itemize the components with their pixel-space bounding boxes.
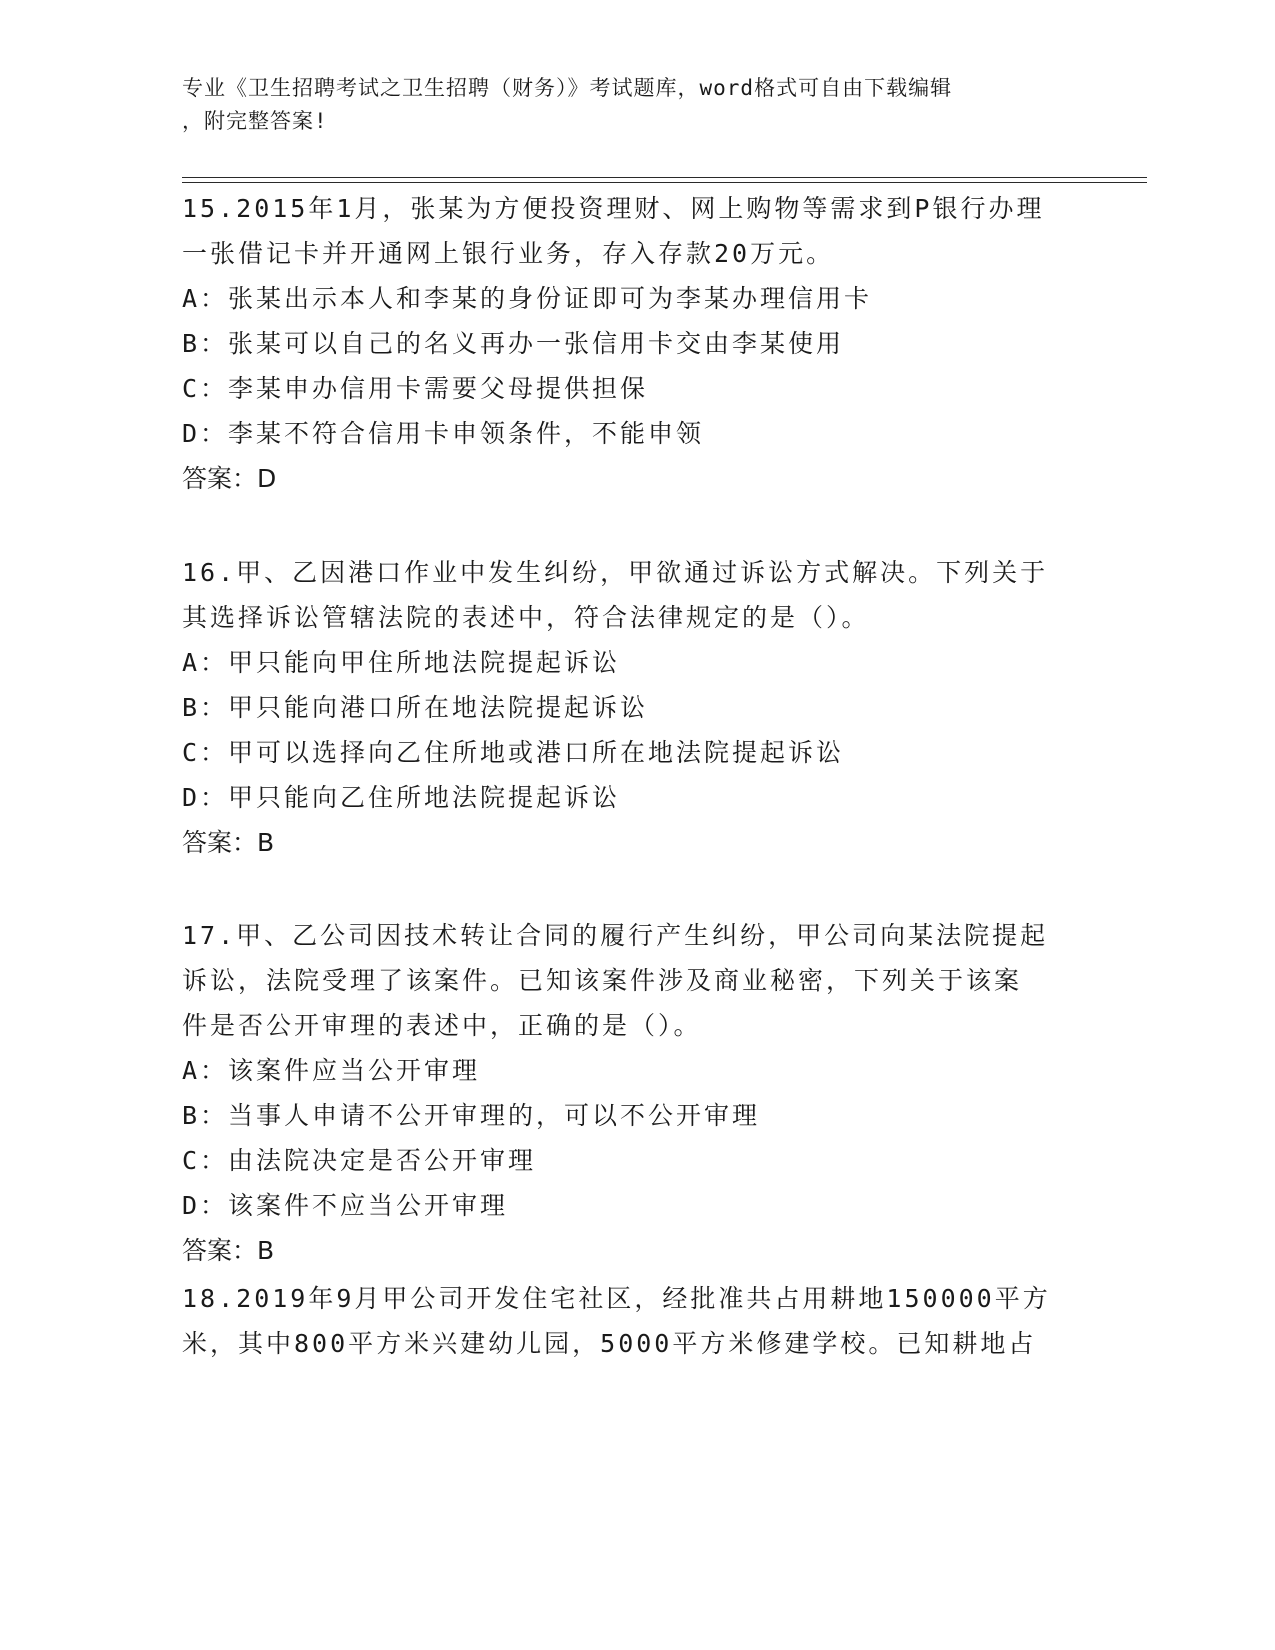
question-18 — [182, 1276, 1082, 1366]
question-stem-line: 件是否公开审理的表述中，正确的是（）。 — [182, 1011, 702, 1040]
question-16 — [182, 550, 1082, 865]
answer-line: 答案：D — [182, 464, 277, 493]
option-d: D：李某不符合信用卡申领条件，不能申领 — [182, 419, 705, 448]
question-17 — [182, 913, 1082, 1273]
question-stem-line: 17.甲、乙公司因技术转让合同的履行产生纠纷，甲公司向某法院提起 — [182, 921, 1049, 950]
question-stem-line: 15.2015年1月，张某为方便投资理财、网上购物等需求到P银行办理 — [182, 194, 1045, 223]
header-line-1: 专业《卫生招聘考试之卫生招聘（财务）》考试题库，word格式可自由下载编辑 — [182, 76, 953, 100]
header-divider-bottom — [182, 182, 1147, 183]
option-c: C：由法院决定是否公开审理 — [182, 1146, 537, 1175]
question-stem-line: 一张借记卡并开通网上银行业务，存入存款20万元。 — [182, 239, 835, 268]
option-a: A：张某出示本人和李某的身份证即可为李某办理信用卡 — [182, 284, 873, 313]
document-header — [182, 72, 1062, 138]
question-stem-line: 其选择诉讼管辖法院的表述中，符合法律规定的是（）。 — [182, 603, 870, 632]
option-b: B：甲只能向港口所在地法院提起诉讼 — [182, 693, 649, 722]
option-d: D：该案件不应当公开审理 — [182, 1191, 509, 1220]
header-line-2: ，附完整答案! — [182, 109, 328, 133]
question-stem-line: 16.甲、乙因港口作业中发生纠纷，甲欲通过诉讼方式解决。下列关于 — [182, 558, 1049, 587]
option-c: C：李某申办信用卡需要父母提供担保 — [182, 374, 649, 403]
option-b: B：张某可以自己的名义再办一张信用卡交由李某使用 — [182, 329, 845, 358]
question-stem-line: 18.2019年9月甲公司开发住宅社区，经批准共占用耕地150000平方 — [182, 1284, 1051, 1313]
option-d: D：甲只能向乙住所地法院提起诉讼 — [182, 783, 621, 812]
option-b: B：当事人申请不公开审理的，可以不公开审理 — [182, 1101, 761, 1130]
question-stem-line: 诉讼，法院受理了该案件。已知该案件涉及商业秘密，下列关于该案 — [182, 966, 1023, 995]
answer-line: 答案：B — [182, 828, 275, 857]
question-stem-line: 米，其中800平方米兴建幼儿园，5000平方米修建学校。已知耕地占 — [182, 1329, 1037, 1358]
question-15 — [182, 186, 1082, 501]
answer-line: 答案：B — [182, 1236, 275, 1265]
option-a: A：甲只能向甲住所地法院提起诉讼 — [182, 648, 621, 677]
header-divider-top — [182, 177, 1147, 178]
option-a: A：该案件应当公开审理 — [182, 1056, 481, 1085]
option-c: C：甲可以选择向乙住所地或港口所在地法院提起诉讼 — [182, 738, 845, 767]
